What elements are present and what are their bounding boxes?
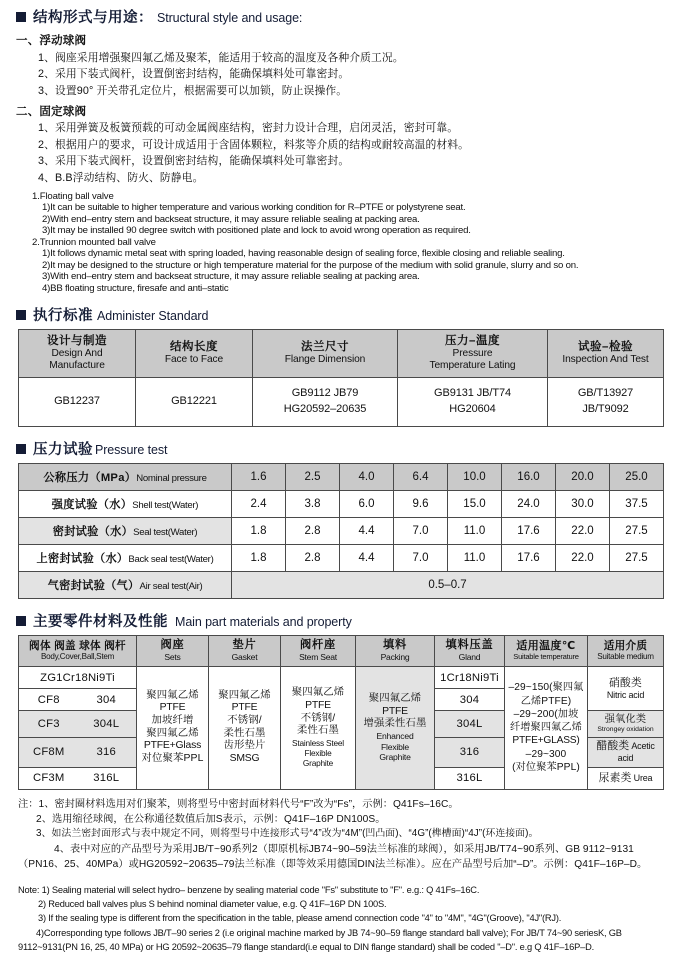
pressure-cell: 27.5 [610, 518, 664, 545]
table-row [19, 667, 664, 689]
note-en-line: Note: 1) Sealing material will select hydro– benzene by sealing material code "Fs" substitute to "F". e.g.: Q 41Fs–16C. [18, 884, 480, 895]
body-material-value: ZG1Cr18Ni9Ti [40, 671, 115, 684]
header-cn: 阀杆座 [300, 639, 336, 652]
chinese-group-1-heading: 一、浮动球阀 [16, 35, 87, 47]
stack-line: 乙烯PTFE) [520, 695, 572, 707]
chinese-body-group-2 [16, 103, 662, 185]
table-row [19, 545, 664, 572]
material-header-cell [505, 636, 588, 667]
table-header-row [19, 329, 664, 378]
header-en: Body,Cover,Ball,Stem [40, 651, 115, 661]
gland-cell [435, 667, 505, 689]
medium-entry [589, 740, 662, 765]
medium-en: Nitric acid [606, 689, 645, 700]
stack-line: 聚四氟乙烯 [368, 693, 422, 705]
body-material-b: 316L [93, 772, 120, 784]
chinese-group-1-item: 2、采用下装式阀杆，设置倒密封结构，能确保填料处可靠密封。 [38, 68, 350, 80]
material-header-cell [209, 636, 281, 667]
pressure-row-label [19, 491, 232, 518]
pressure-cell: 7.0 [394, 518, 448, 545]
english-group-1-item: 1)It can be suitable to higher temperature and various working condition for R–PTFE or polystyrene seat. [42, 202, 466, 213]
section-heading-pressure-cn: 压力试验 [33, 442, 93, 459]
pressure-cell: 6.0 [340, 491, 394, 518]
stack-line: 对位聚苯PPL [141, 753, 204, 765]
gland-value: 304L [456, 717, 483, 730]
pressure-cell: 20.0 [556, 464, 610, 491]
pressure-cell: 17.6 [502, 518, 556, 545]
pressure-row-label [19, 464, 232, 491]
material-header-cell [137, 636, 209, 667]
value-line: GB/T13927 [577, 387, 634, 400]
standard-header-cell [136, 329, 253, 378]
chinese-group-2-item: 4、B.B浮动结构、防火、防静电。 [38, 171, 204, 184]
english-group-2-item: 3)With end–entry stem and backseat structure, it may assure reliable sealing at packing area. [42, 271, 420, 282]
standard-header-cell [548, 329, 664, 378]
header-cn: 填料 [383, 639, 407, 652]
section-heading-standard [16, 304, 662, 325]
body-material-b: 316 [96, 746, 116, 758]
pressure-cell: 10.0 [448, 464, 502, 491]
gland-value: 1Cr18Ni9Ti [440, 671, 499, 684]
section-heading-standard-en: Administer Standard [97, 308, 209, 323]
pressure-cell: 27.5 [610, 545, 664, 572]
stack-line: 加坡纤增 [151, 715, 194, 727]
table-row [19, 378, 664, 427]
table-row [19, 518, 664, 545]
row-label-en: Back seal test(Water) [128, 554, 214, 566]
row-label-cn: 上密封试验（水） [36, 553, 129, 566]
pressure-cell: 2.4 [232, 491, 286, 518]
header-en: Suitable temperature [513, 652, 579, 662]
gland-value: 316 [459, 746, 480, 758]
stack-line: 不锈钢/ [300, 712, 336, 724]
pressure-cell: 17.6 [502, 545, 556, 572]
pressure-row-label [19, 545, 232, 572]
body-material-cell [19, 667, 137, 689]
medium-en: Urea [633, 772, 653, 783]
pressure-cell: 1.8 [232, 545, 286, 572]
note-en-text: 4)Corresponding type follows JB/T–90 series 2 (i.e original machine marked by JB 74~90–59 flange standard ball valve); For JB/T 74~90 seriesK, GB 9112~9131(PN 16, 25, 40 MPa) or HG 20592~20635–79 flange standard(i.e equal to DIN flange standard) shall be coded "–D". e.g Q 41F–16P–D. [18, 927, 622, 953]
standard-value-cell [19, 378, 136, 427]
notes-english [18, 883, 662, 955]
stack-line: PTFE [382, 705, 408, 717]
stack-line: PTFE [159, 702, 186, 714]
stack-line: 柔性石墨 [297, 725, 339, 737]
body-material-cell [19, 767, 137, 789]
gasket-stack [210, 689, 279, 767]
pressure-cell: 16.0 [502, 464, 556, 491]
medium-cell [588, 767, 664, 789]
stack-line: (对位聚苯PPL) [512, 761, 580, 773]
medium-entry [589, 772, 662, 785]
header-cn: 设计与制造 [47, 334, 107, 347]
medium-cell [588, 737, 664, 767]
material-header-cell [19, 636, 137, 667]
header-cn: 压力–温度 [445, 334, 500, 347]
stack-line: 柔性石墨 [223, 727, 266, 739]
pressure-cell: 4.0 [340, 464, 394, 491]
chinese-group-2-item: 2、根据用户的要求，可设计成适用于含固体颗粒，料浆等介质的结构或耐较高温的材料。 [38, 138, 470, 151]
body-material-b: 304 [96, 693, 116, 706]
material-header-cell [356, 636, 435, 667]
stack-line: 不锈钢/ [227, 715, 262, 727]
body-material-cell [19, 711, 137, 737]
header-en-1: Pressure [452, 347, 493, 359]
stack-line: –29~300 [525, 748, 567, 760]
stem-seat-stack [282, 686, 354, 769]
value-line: GB12237 [54, 395, 100, 408]
medium-cn: 硝酸类 [609, 676, 642, 689]
sets-stack [138, 689, 207, 767]
stack-line: 聚四氟乙烯 [146, 727, 199, 739]
gasket-cell [209, 667, 281, 789]
row-label-en: Nominal pressure [136, 473, 207, 485]
stack-line: Enhanced [376, 731, 414, 742]
note-cn-line: 3、如法兰密封面形式与表中规定不同，则将型号中连接形式号“4”改为“4M”(凹凸面)、“4G”(榫槽面)“4J”(环连接面)。 [36, 828, 539, 840]
pressure-cell: 25.0 [610, 464, 664, 491]
standard-header-cell [19, 329, 136, 378]
section-heading-structural-cn: 结构形式与用途： [33, 10, 153, 26]
value-line: GB9112 JB79 [291, 387, 359, 400]
medium-en: Strongey oxidation [597, 726, 654, 734]
body-material-value [20, 746, 135, 758]
header-cn: 适用温度℃ [516, 640, 576, 653]
stack-line: Graphite [379, 752, 411, 763]
row-label-en: Air seal test(Air) [139, 581, 203, 593]
stack-line: Graphite [302, 758, 334, 769]
chinese-group-2-item: 1、采用弹簧及板簧预载的可动金属阀座结构，密封力设计合理，启闭灵活，密封可靠。 [38, 122, 459, 134]
value-line: HG20592–20635 [283, 403, 367, 416]
chinese-body-group-1 [16, 32, 662, 98]
pressure-cell: 9.6 [394, 491, 448, 518]
pressure-cell: 7.0 [394, 545, 448, 572]
row-label-en: Shell test(Water) [132, 500, 199, 512]
body-material-b: 304L [93, 717, 120, 730]
section-heading-structural [16, 6, 662, 27]
section-heading-standard-cn: 执行标准 [33, 307, 93, 324]
pressure-cell: 6.4 [394, 464, 448, 491]
header-en: Sets [164, 651, 181, 662]
stack-line: PTFE [231, 702, 258, 714]
section-heading-pressure-en: Pressure test [95, 443, 168, 458]
pressure-cell: 1.8 [232, 518, 286, 545]
pressure-cell: 11.0 [448, 518, 502, 545]
value-line: GB9131 JB/T74 [434, 387, 511, 400]
standard-value-cell [548, 378, 664, 427]
english-group-1-item: 3)It may be installed 90 degree switch with positioned plate and lock to avoid wrong operation as required. [42, 225, 471, 236]
value-line: GB12221 [171, 395, 217, 408]
row-label-cn: 公称压力（MPa） [43, 472, 137, 485]
english-group-2-item: 1)It follows dynamic metal seat with spring loaded, having reasonable design of sealing force, flexible closing and reliable sealing. [42, 248, 565, 259]
standard-value-cell [253, 378, 398, 427]
row-label-cn: 气密封试验（气） [47, 580, 140, 593]
note-en-line: 3) If the sealing type is different from the specification in the table, please amend connection code "4" to "4M", "4G"(Groove), "4J"(RJ). [38, 913, 562, 924]
pressure-cell: 22.0 [556, 518, 610, 545]
table-row [19, 491, 664, 518]
pressure-cell: 2.8 [286, 518, 340, 545]
pressure-row-label [19, 572, 232, 599]
gland-cell [435, 737, 505, 767]
stack-line: PTFE [305, 699, 331, 711]
stack-line: 纤增聚四氟乙烯 [509, 722, 582, 734]
header-en-2: Manufacture [49, 360, 105, 372]
header-cn: 阀体 阀盖 球体 阀杆 [29, 639, 126, 652]
pressure-cell: 37.5 [610, 491, 664, 518]
body-material-value [20, 718, 135, 730]
medium-cn: 醋酸类 [596, 739, 630, 752]
value-line: HG20604 [449, 403, 496, 416]
note-en-line [18, 926, 662, 955]
row-label-cn: 强度试验（水） [51, 499, 133, 512]
stack-line: Flexible [304, 748, 332, 759]
stack-line: 聚四氟乙烯 [291, 687, 345, 699]
header-en: Packing [380, 651, 410, 662]
pressure-cell: 24.0 [502, 491, 556, 518]
section-heading-material-en: Main part materials and property [175, 615, 352, 630]
main-part-materials-table [18, 635, 664, 789]
material-header-cell [588, 636, 664, 667]
note-cn-line: 注：1、密封圈材料选用对们聚苯，则将型号中密封面材料代号“F”改为“Fs”，示例：Q41Fs–16C。 [18, 798, 459, 810]
header-en: Suitable medium [597, 651, 654, 661]
section-heading-pressure [16, 438, 662, 459]
pressure-test-table [18, 463, 664, 599]
medium-entry [589, 713, 662, 734]
section-heading-structural-en: Structural style and usage: [157, 11, 303, 25]
table-header-row [19, 636, 664, 667]
pressure-cell: 11.0 [448, 545, 502, 572]
section-heading-material-cn: 主要零件材料及性能 [33, 614, 168, 631]
stack-line: PTFE+GLASS) [512, 735, 580, 747]
gland-value: 316L [456, 772, 483, 784]
value-line: JB/T9092 [582, 403, 629, 416]
packing-cell [356, 667, 435, 789]
pressure-cell: 4.4 [340, 518, 394, 545]
stack-line: –29~200(加坡 [513, 708, 579, 720]
pressure-cell: 22.0 [556, 545, 610, 572]
header-en-1: Flange Dimension [284, 353, 366, 365]
stack-line: PTFE+Glass [143, 740, 202, 752]
pressure-cell: 2.8 [286, 545, 340, 572]
notes-chinese [18, 797, 662, 873]
table-row [19, 572, 664, 599]
body-material-cell [19, 689, 137, 711]
bullet-square-icon [16, 12, 26, 22]
note-cn-text: 4、表中对应的产品型号为采用JB/T~90系列2（即原机标JB74~90–59法兰标准的球阀），如采用JB/T74~90系列、GB 9112~9131（PN16、25、40MPa）或HG20592~20635–79法兰标准（即等效采用德国DIN法兰标准）。应在产品型号后加“–D”。示例：Q41F–16P–D。 [18, 843, 648, 871]
medium-cn: 尿素类 [598, 771, 632, 784]
packing-stack [357, 692, 433, 764]
stack-line: 聚四氟乙烯 [218, 689, 271, 701]
header-cn: 结构长度 [170, 340, 218, 353]
temperature-stack [506, 680, 586, 775]
header-cn: 法兰尺寸 [301, 340, 349, 353]
medium-cell [588, 667, 664, 711]
header-en: Gasket [231, 651, 258, 662]
english-group-2-heading: 2.Trunnion mounted ball valve [32, 236, 156, 248]
header-en: Gland [458, 651, 481, 662]
pressure-cell: 30.0 [556, 491, 610, 518]
administer-standard-table [18, 329, 664, 428]
note-cn-line [18, 842, 662, 873]
pressure-cell: 1.6 [232, 464, 286, 491]
section-heading-material [16, 610, 662, 631]
header-en-1: Design And [51, 347, 103, 359]
standard-value-cell [398, 378, 548, 427]
temperature-cell [505, 667, 588, 789]
gland-cell [435, 689, 505, 711]
material-header-cell [281, 636, 356, 667]
pressure-row-label [19, 518, 232, 545]
header-cn: 试验–检验 [578, 340, 633, 353]
body-material-a: CF8 [37, 693, 60, 706]
material-header-cell [435, 636, 505, 667]
medium-cn: 强氧化类 [604, 714, 647, 726]
gland-cell [435, 711, 505, 737]
chinese-group-2-item: 3、采用下装式阀杆，设置倒密封结构，能确保填料处可靠密封。 [38, 155, 350, 167]
stack-line: –29~150(聚四氟 [508, 682, 584, 694]
chinese-group-1-item: 1、阀座采用增强聚四氟乙烯及聚苯，能适用于较高的温度及各种介质工况。 [38, 51, 404, 64]
header-en-2: Temperature Lating [429, 360, 516, 372]
body-material-value [20, 694, 135, 706]
header-cn: 适用介质 [603, 639, 648, 652]
bullet-square-icon [16, 616, 26, 626]
table-header-row [19, 464, 664, 491]
standard-value-cell [136, 378, 253, 427]
chinese-group-2-heading: 二、固定球阀 [16, 105, 87, 118]
stack-line: Flexible [380, 741, 409, 752]
bullet-square-icon [16, 310, 26, 320]
pressure-cell: 2.5 [286, 464, 340, 491]
gland-value: 304 [459, 693, 480, 706]
header-cn: 垫片 [232, 639, 257, 652]
stack-line: 增强柔性石墨 [363, 718, 427, 730]
medium-cell [588, 711, 664, 737]
air-seal-value: 0.5–0.7 [232, 572, 664, 599]
stack-line: 齿形垫片 [223, 740, 266, 752]
note-cn-line: 2、选用缩径球阀，在公称通径数值后加S表示，示例：Q41F–16P DN100S。 [36, 813, 386, 825]
body-material-a: CF8M [32, 746, 65, 758]
header-cn: 填料压盖 [445, 639, 494, 652]
body-material-a: CF3 [37, 717, 60, 730]
standard-header-cell [253, 329, 398, 378]
note-en-line: 2) Reduced ball valves plus S behind nominal diameter value, e.g. Q 41F–16P DN 100S. [38, 898, 387, 909]
english-group-1-item: 2)With end–entry stem and backseat structure, it may assure reliable sealing at packing area. [42, 213, 420, 225]
row-label-en: Seal test(Water) [133, 527, 198, 539]
medium-en: Acetic acid [617, 740, 655, 763]
header-en: Stem Seat [299, 651, 337, 662]
bullet-square-icon [16, 444, 26, 454]
row-label-cn: 密封试验（水） [52, 526, 134, 539]
english-body-group-1 [16, 191, 662, 294]
pressure-cell: 15.0 [448, 491, 502, 518]
stack-line: 聚四氟乙烯 [146, 689, 199, 701]
pressure-cell: 3.8 [286, 491, 340, 518]
header-cn: 阀座 [160, 639, 185, 652]
pressure-cell: 4.4 [340, 545, 394, 572]
english-group-1-heading: 1.Floating ball valve [32, 190, 114, 202]
body-material-cell [19, 737, 137, 767]
sets-cell [137, 667, 209, 789]
stack-line: SMSG [229, 753, 260, 765]
header-en-1: Inspection And Test [562, 353, 649, 365]
chinese-group-1-item: 3、设置90° 开关带孔定位片，根据需要可以加锁，防止误操作。 [38, 84, 348, 97]
stem-seat-cell [281, 667, 356, 789]
body-material-value [20, 772, 135, 784]
standard-header-cell [398, 329, 548, 378]
medium-entry [589, 677, 662, 701]
english-group-2-item: 4)BB floating structure, firesafe and anti–static [42, 282, 229, 294]
body-material-a: CF3M [32, 772, 65, 784]
english-group-2-item: 2)It may be designed to the structure or high temperature material for the purpose of the medium with solid granule, slurry and so on. [42, 259, 579, 271]
gland-cell [435, 767, 505, 789]
stack-line: Stainless Steel [292, 738, 344, 749]
header-en-1: Face to Face [164, 353, 224, 365]
